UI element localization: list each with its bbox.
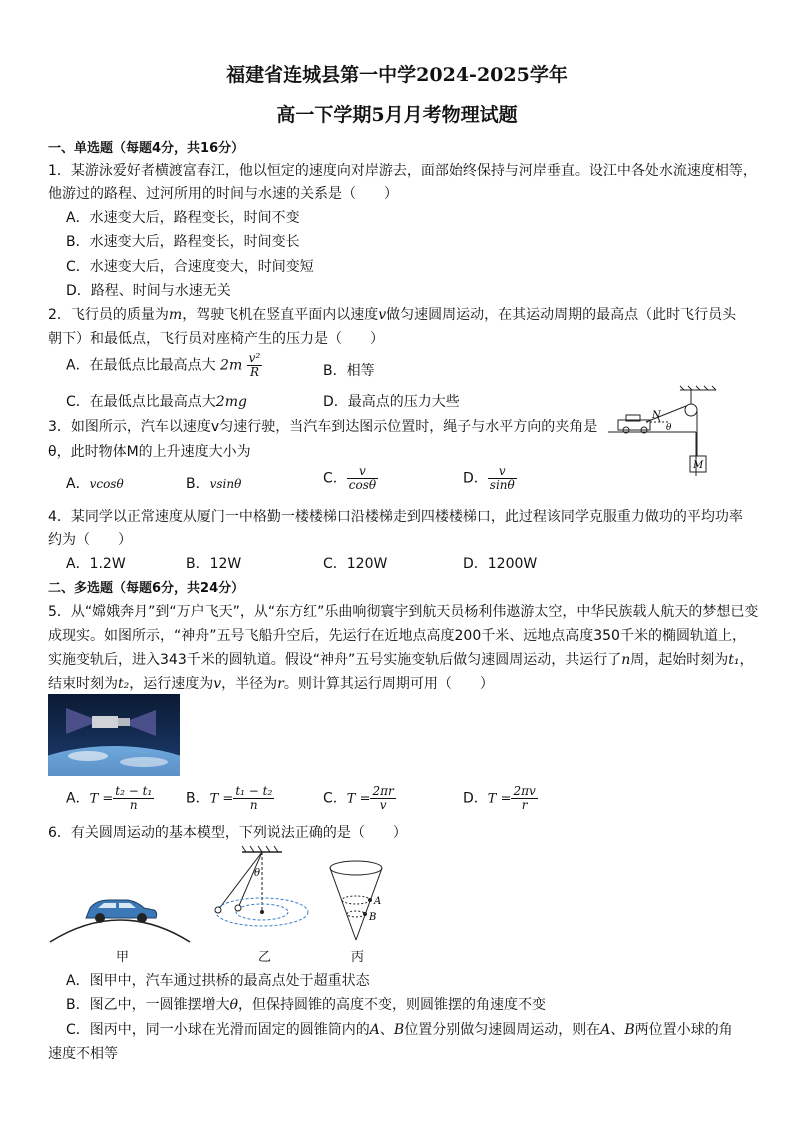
- q6-stem-line1: 6．有关圆周运动的基本模型，下列说法正确的是（ ）: [48, 825, 407, 841]
- fraction-denominator: n: [249, 798, 258, 812]
- q5-text: 周，起始时刻为: [630, 652, 729, 668]
- q5-spacecraft-photo: [48, 694, 180, 776]
- q2-option-a: [66, 352, 262, 379]
- q1-stem-line1: 1．某游泳爱好者横渡富春江，他以恒定的速度向对岸游去，面部始终保持与河岸垂直。设江中各处水流速度相等，: [48, 163, 757, 179]
- q5-option-d: [463, 785, 538, 812]
- q5-stem-line4: [48, 673, 494, 693]
- ball-b: [363, 912, 367, 916]
- q1-option-d: D．路程、时间与水速无关: [66, 283, 231, 299]
- ceiling-hatch: [704, 386, 708, 390]
- spacecraft-module: [92, 716, 118, 728]
- q2-option-a-coef: 2m: [220, 357, 243, 374]
- q6-caption-yi: 乙: [258, 950, 272, 965]
- q2-stem-line1: [48, 304, 736, 324]
- fraction-denominator: v: [379, 798, 387, 812]
- q3-option-c-label: C．: [323, 470, 347, 487]
- fraction-numerator: v: [347, 465, 378, 479]
- q6-figure-yi-conical-pendulum: [210, 842, 320, 942]
- fraction-numerator: 2πv: [513, 784, 536, 798]
- q5-option-b-lhs: T =: [209, 791, 234, 807]
- fraction-numerator: v²: [248, 351, 261, 365]
- q2-stem-line2: 朝下）和最低点，飞行员对座椅产生的压力是（ ）: [48, 331, 384, 347]
- q3-car-pulley-figure: [604, 384, 744, 476]
- q3-stem-line1: 3．如图所示，汽车以速度v匀速行驶，当汽车到达图示位置时，绳子与水平方向的夹角是: [48, 419, 598, 435]
- q2-option-c: [66, 391, 247, 411]
- q6-option-c-b: B: [624, 1022, 635, 1038]
- q5-option-c-label: C．: [323, 790, 347, 807]
- q2-option-a-text: A．在最低点比最高点大: [66, 357, 216, 374]
- cloud: [68, 751, 108, 761]
- q6-option-a: A．图甲中，汽车通过拱桥的最高点处于超重状态: [66, 973, 370, 989]
- fraction-denominator: r: [521, 798, 528, 812]
- q6-option-c-text: 、: [379, 1022, 394, 1038]
- q6-figure-bing-cone: [326, 854, 392, 946]
- q2-option-c-math: 2mg: [215, 394, 247, 410]
- q5-text: ，半径为: [221, 676, 278, 692]
- q6-option-b-theta: θ: [229, 997, 239, 1013]
- car-wheel: [137, 913, 147, 923]
- q2-option-c-text: C．在最低点比最高点大: [66, 394, 216, 410]
- q1-option-b: B．水速变大后，路程变长，时间变长: [66, 234, 300, 250]
- q6-caption-jia: 甲: [116, 950, 130, 965]
- q5-stem-line1: 5．从“嫦娥奔月”到“万户飞天”，从“东方红”乐曲响彻寰宇到航天员杨利伟遨游太空，中华民族载人航天的梦想已变: [48, 604, 759, 620]
- q1-option-a: A．水速变大后，路程变长，时间不变: [66, 210, 300, 226]
- q5-option-d-fraction: [511, 785, 537, 812]
- q3-stem-line2: θ，此时物体M的上升速度大小为: [48, 444, 251, 460]
- q3-option-c: [323, 465, 378, 492]
- q6-option-c-a: A: [369, 1022, 380, 1038]
- cone-side: [330, 868, 356, 940]
- ceiling-hatch: [266, 846, 270, 852]
- q5-stem-line2: 成现实。如图所示，“神舟”五号飞船升空后，先运行在近地点高度200千米、远地点高度350千米的椭圆轨道上，: [48, 628, 746, 644]
- pendulum-bob: [215, 907, 221, 913]
- q5-t1-symbol: t₁: [728, 652, 740, 668]
- arch-bridge-curve: [50, 920, 190, 942]
- q4-option-d: D．1200W: [463, 556, 538, 572]
- orbit-a: [342, 896, 370, 904]
- q6-option-c-a: A: [600, 1022, 611, 1038]
- q4-stem-line1: 4．某同学以正常速度从厦门一中格勤一楼楼梯口沿楼梯走到四楼楼梯口，此过程该同学克服重力做功的平均功率: [48, 509, 743, 525]
- q6-option-c-text: C．图丙中，同一小球在光滑而固定的圆锥筒内的: [66, 1022, 370, 1038]
- ceiling-hatch: [712, 386, 716, 390]
- fraction-denominator: sinθ: [489, 478, 515, 492]
- q5-option-c-lhs: T =: [346, 791, 371, 807]
- q5-text: ，: [739, 652, 754, 668]
- q3-option-c-fraction: [347, 465, 378, 492]
- ceiling-hatch: [258, 846, 262, 852]
- q6-option-c-line2: 速度不相等: [48, 1046, 118, 1062]
- q6-option-b-text: B．图乙中，一圆锥摆增大: [66, 997, 230, 1013]
- q6-option-c-text: 位置分别做匀速圆周运动，则在: [404, 1022, 601, 1038]
- q5-text: 实施变轨后，进入343千米的圆轨道。假设“神舟”五号实施变轨后做匀速圆周运动，共运行了: [48, 652, 622, 668]
- exam-title-line2: 高一下学期5月月考物理试题: [276, 104, 518, 126]
- q4-option-c: C．120W: [323, 556, 388, 572]
- car-wheel: [95, 913, 105, 923]
- q6-option-c-line1: [66, 1019, 733, 1039]
- q6-option-b: [66, 994, 546, 1014]
- section-single-choice: 一、单选题（每题4分，共16分）: [48, 141, 245, 156]
- q6-caption-bing: 丙: [351, 950, 365, 965]
- fraction-numerator: 2πr: [372, 784, 394, 798]
- q6-option-c-b: B: [393, 1022, 405, 1038]
- q5-option-b: [186, 785, 274, 812]
- q5-n-symbol: n: [621, 652, 631, 668]
- ceiling-hatch: [688, 386, 692, 390]
- ceiling-hatch: [274, 846, 278, 852]
- q4-option-b: B．12W: [186, 556, 242, 572]
- q4-option-a: A．1.2W: [66, 556, 126, 572]
- q5-t2-symbol: t₂: [118, 676, 130, 692]
- q6-option-c-text: 、: [610, 1022, 625, 1038]
- q5-text: 结束时刻为: [48, 676, 118, 692]
- ceiling-hatch: [242, 846, 246, 852]
- q3-option-a-math: vcosθ: [89, 477, 124, 491]
- q6-option-b-text: ，但保持圆锥的高度不变，则圆锥摆的角速度不变: [238, 997, 547, 1013]
- ball-a: [368, 898, 372, 902]
- orbit-b: [347, 911, 365, 917]
- label-n: N: [652, 410, 661, 421]
- q3-option-b-math: vsinθ: [209, 477, 242, 491]
- q5-r-symbol: r: [277, 676, 284, 692]
- q5-option-a-lhs: T =: [89, 791, 114, 807]
- cone-rim: [330, 861, 382, 875]
- q3-option-d-fraction: [488, 465, 517, 492]
- q2-mass-symbol: m: [168, 307, 183, 323]
- q5-option-a-label: A．: [66, 790, 90, 807]
- q5-option-a-fraction: [113, 785, 154, 812]
- q5-option-d-label: D．: [463, 790, 488, 807]
- section-multiple-choice: 二、多选题（每题6分，共24分）: [48, 581, 245, 596]
- q5-option-b-fraction: [233, 785, 274, 812]
- q2-option-a-fraction: [247, 352, 263, 379]
- q5-stem-line3: [48, 649, 754, 669]
- q6-option-c-text: 两位置小球的角: [634, 1022, 733, 1038]
- q5-text: 。则计算其运行周期可用（ ）: [283, 676, 494, 692]
- q2-velocity-symbol: v: [378, 307, 387, 323]
- ceiling-hatch: [250, 846, 254, 852]
- q5-option-b-label: B．: [186, 790, 210, 807]
- spacecraft-module: [118, 718, 130, 726]
- q3-option-a-label: A．: [66, 476, 90, 492]
- q3-option-a: [66, 473, 124, 493]
- fraction-numerator: v: [488, 465, 517, 479]
- q5-option-c-fraction: [370, 785, 395, 812]
- fraction-numerator: t₁ − t₂: [235, 784, 273, 798]
- q3-option-d-label: D．: [463, 470, 488, 487]
- q3-option-b-label: B．: [186, 476, 210, 492]
- ceiling-hatch: [680, 386, 684, 390]
- q5-option-d-lhs: T =: [487, 791, 512, 807]
- q1-option-c: C．水速变大后，合速度变大，时间变短: [66, 259, 314, 275]
- pendulum-string: [218, 852, 262, 910]
- q2-text: 2．飞行员的质量为: [48, 307, 169, 323]
- orbit-center: [260, 910, 264, 914]
- pendulum-bob: [235, 905, 241, 911]
- label-theta: θ: [666, 423, 672, 433]
- label-theta: θ: [254, 868, 261, 879]
- label-m: M: [693, 460, 704, 471]
- q5-v-symbol: v: [213, 676, 222, 692]
- fraction-numerator: t₂ − t₁: [115, 784, 153, 798]
- fraction-denominator: R: [249, 365, 259, 379]
- q2-option-b: B．相等: [323, 363, 375, 379]
- cloud: [120, 757, 168, 767]
- q5-option-c: [323, 785, 396, 812]
- fraction-denominator: cosθ: [348, 478, 377, 492]
- q3-option-d: [463, 465, 517, 492]
- q4-stem-line2: 约为（ ）: [48, 532, 132, 548]
- q5-text: ，运行速度为: [129, 676, 214, 692]
- label-b: B: [369, 912, 377, 923]
- q2-text: ，驾驶飞机在竖直平面内以速度: [182, 307, 379, 323]
- q1-stem-line2: 他游过的路程、过河所用的时间与水速的关系是（ ）: [48, 186, 398, 202]
- exam-title-line1: 福建省连城县第一中学2024-2025学年: [226, 64, 568, 86]
- q6-figure-jia-arch-bridge: [48, 870, 192, 944]
- q3-option-b: [186, 473, 241, 493]
- pulley-wheel: [685, 404, 697, 416]
- label-a: A: [374, 896, 382, 907]
- q5-option-a: [66, 785, 154, 812]
- q2-option-d: D．最高点的压力大些: [323, 394, 460, 410]
- ceiling-hatch: [696, 386, 700, 390]
- fraction-denominator: n: [129, 798, 138, 812]
- q2-text: 做匀速圆周运动，在其运动周期的最高点（此时飞行员头: [386, 307, 737, 323]
